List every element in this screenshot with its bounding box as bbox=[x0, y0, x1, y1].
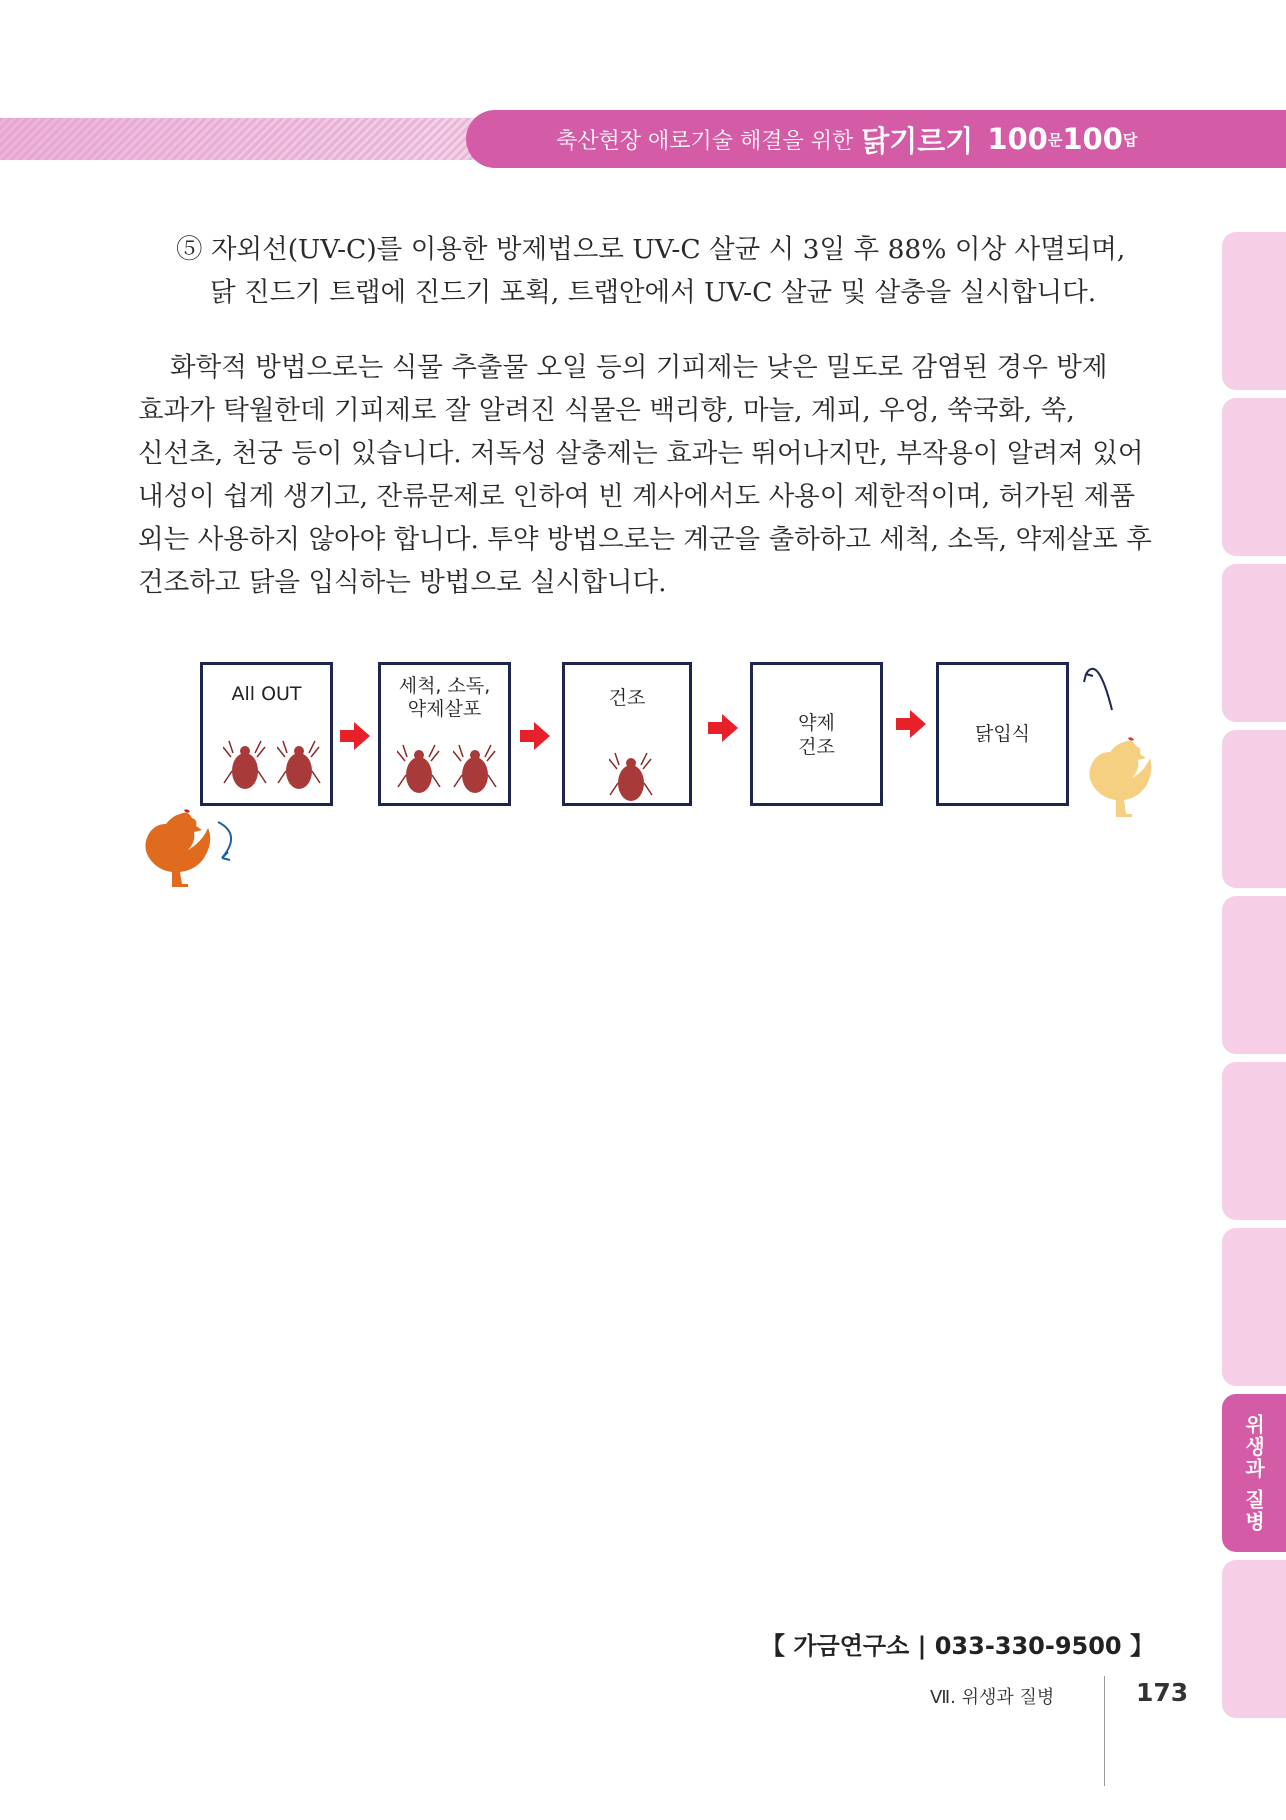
mite-icon bbox=[223, 737, 267, 795]
header-num-questions: 100 bbox=[987, 122, 1048, 156]
step-label: All OUT bbox=[231, 683, 302, 705]
flow-arrow-icon bbox=[708, 714, 738, 742]
step-all-out bbox=[200, 662, 333, 806]
step-dry bbox=[562, 662, 692, 806]
item-5-line-2: 닭 진드기 트랩에 진드기 포획, 트랩안에서 UV-C 살균 및 살충을 실시합니다. bbox=[210, 277, 1097, 308]
header-stripe-fade bbox=[0, 118, 520, 160]
side-tab[interactable] bbox=[1222, 564, 1286, 722]
side-tab[interactable] bbox=[1222, 1560, 1286, 1718]
paragraph-line: 신선초, 천궁 등이 있습니다. 저독성 살충제는 효과는 뛰어나지만, 부작용이 알려져 있어 bbox=[138, 438, 1144, 469]
hen-in-icon bbox=[1086, 736, 1154, 822]
header-title: 닭기르기 bbox=[861, 123, 974, 158]
contact-info: 【 가금연구소 | 033-330-9500 】 bbox=[760, 1632, 1154, 1660]
step-label: 건조 bbox=[608, 687, 646, 709]
step-drug-dry bbox=[750, 662, 883, 806]
step-label: 닭입식 bbox=[974, 723, 1031, 745]
step-label: 약제살포 bbox=[407, 698, 482, 720]
side-tab-label: 위생과 질병 bbox=[1241, 1413, 1266, 1533]
page-number: 173 bbox=[1136, 1678, 1189, 1707]
step-wash-disinfect-spray bbox=[378, 662, 511, 806]
header-banner bbox=[466, 110, 1286, 168]
side-tab[interactable] bbox=[1222, 398, 1286, 556]
hen-out-icon bbox=[140, 808, 212, 894]
header-question-label: 문 bbox=[1047, 130, 1063, 149]
paragraph-line: 내성이 쉽게 생기고, 잔류문제로 인하여 빈 계사에서도 사용이 제한적이며, 허가된 제품 bbox=[138, 481, 1136, 512]
mite-icon bbox=[609, 749, 653, 807]
step-label: 건조 bbox=[798, 736, 835, 758]
curved-arrow-icon bbox=[208, 818, 246, 864]
side-tab[interactable] bbox=[1222, 896, 1286, 1054]
header-subtitle: 축산현장 애로기술 해결을 위한 bbox=[556, 128, 854, 154]
paragraph-line: 효과가 탁월한데 기피제로 잘 알려진 식물은 백리향, 마늘, 계피, 우엉, 쑥국화, 쑥, bbox=[138, 395, 1075, 426]
chapter-title: Ⅶ. 위생과 질병 bbox=[930, 1687, 1055, 1708]
flow-arrow-icon bbox=[340, 722, 370, 750]
side-tab[interactable] bbox=[1222, 1062, 1286, 1220]
header-answer-label: 답 bbox=[1122, 130, 1138, 149]
side-tab-hygiene-disease[interactable] bbox=[1222, 1394, 1286, 1552]
flow-arrow-icon bbox=[896, 710, 926, 738]
mite-icon bbox=[277, 737, 321, 795]
footer-divider bbox=[1104, 1676, 1105, 1786]
chemical-method-paragraph bbox=[138, 346, 1152, 604]
item-5-line-1: ⑤ 자외선(UV-C)를 이용한 방제법으로 UV-C 살균 시 3일 후 88% 이상 사멸되며, bbox=[176, 234, 1126, 265]
header-num-answers: 100 bbox=[1062, 122, 1123, 156]
side-tab[interactable] bbox=[1222, 1228, 1286, 1386]
step-label: 약제 bbox=[798, 712, 835, 734]
mite-icon bbox=[453, 741, 497, 799]
step-chicken-intake bbox=[936, 662, 1069, 806]
flow-arrow-icon bbox=[520, 722, 550, 750]
curved-arrow-icon bbox=[1080, 660, 1120, 714]
step-label: 세척, 소독, bbox=[398, 675, 491, 697]
side-tab[interactable] bbox=[1222, 730, 1286, 888]
side-tab[interactable] bbox=[1222, 232, 1286, 390]
paragraph-line: 화학적 방법으로는 식물 추출물 오일 등의 기피제는 낮은 밀도로 감염된 경우 방제 bbox=[170, 352, 1108, 383]
paragraph-line: 건조하고 닭을 입식하는 방법으로 실시합니다. bbox=[138, 567, 667, 598]
mite-icon bbox=[397, 741, 441, 799]
paragraph-line: 외는 사용하지 않아야 합니다. 투약 방법으로는 계군을 출하하고 세척, 소독, 약제살포 후 bbox=[138, 524, 1152, 555]
